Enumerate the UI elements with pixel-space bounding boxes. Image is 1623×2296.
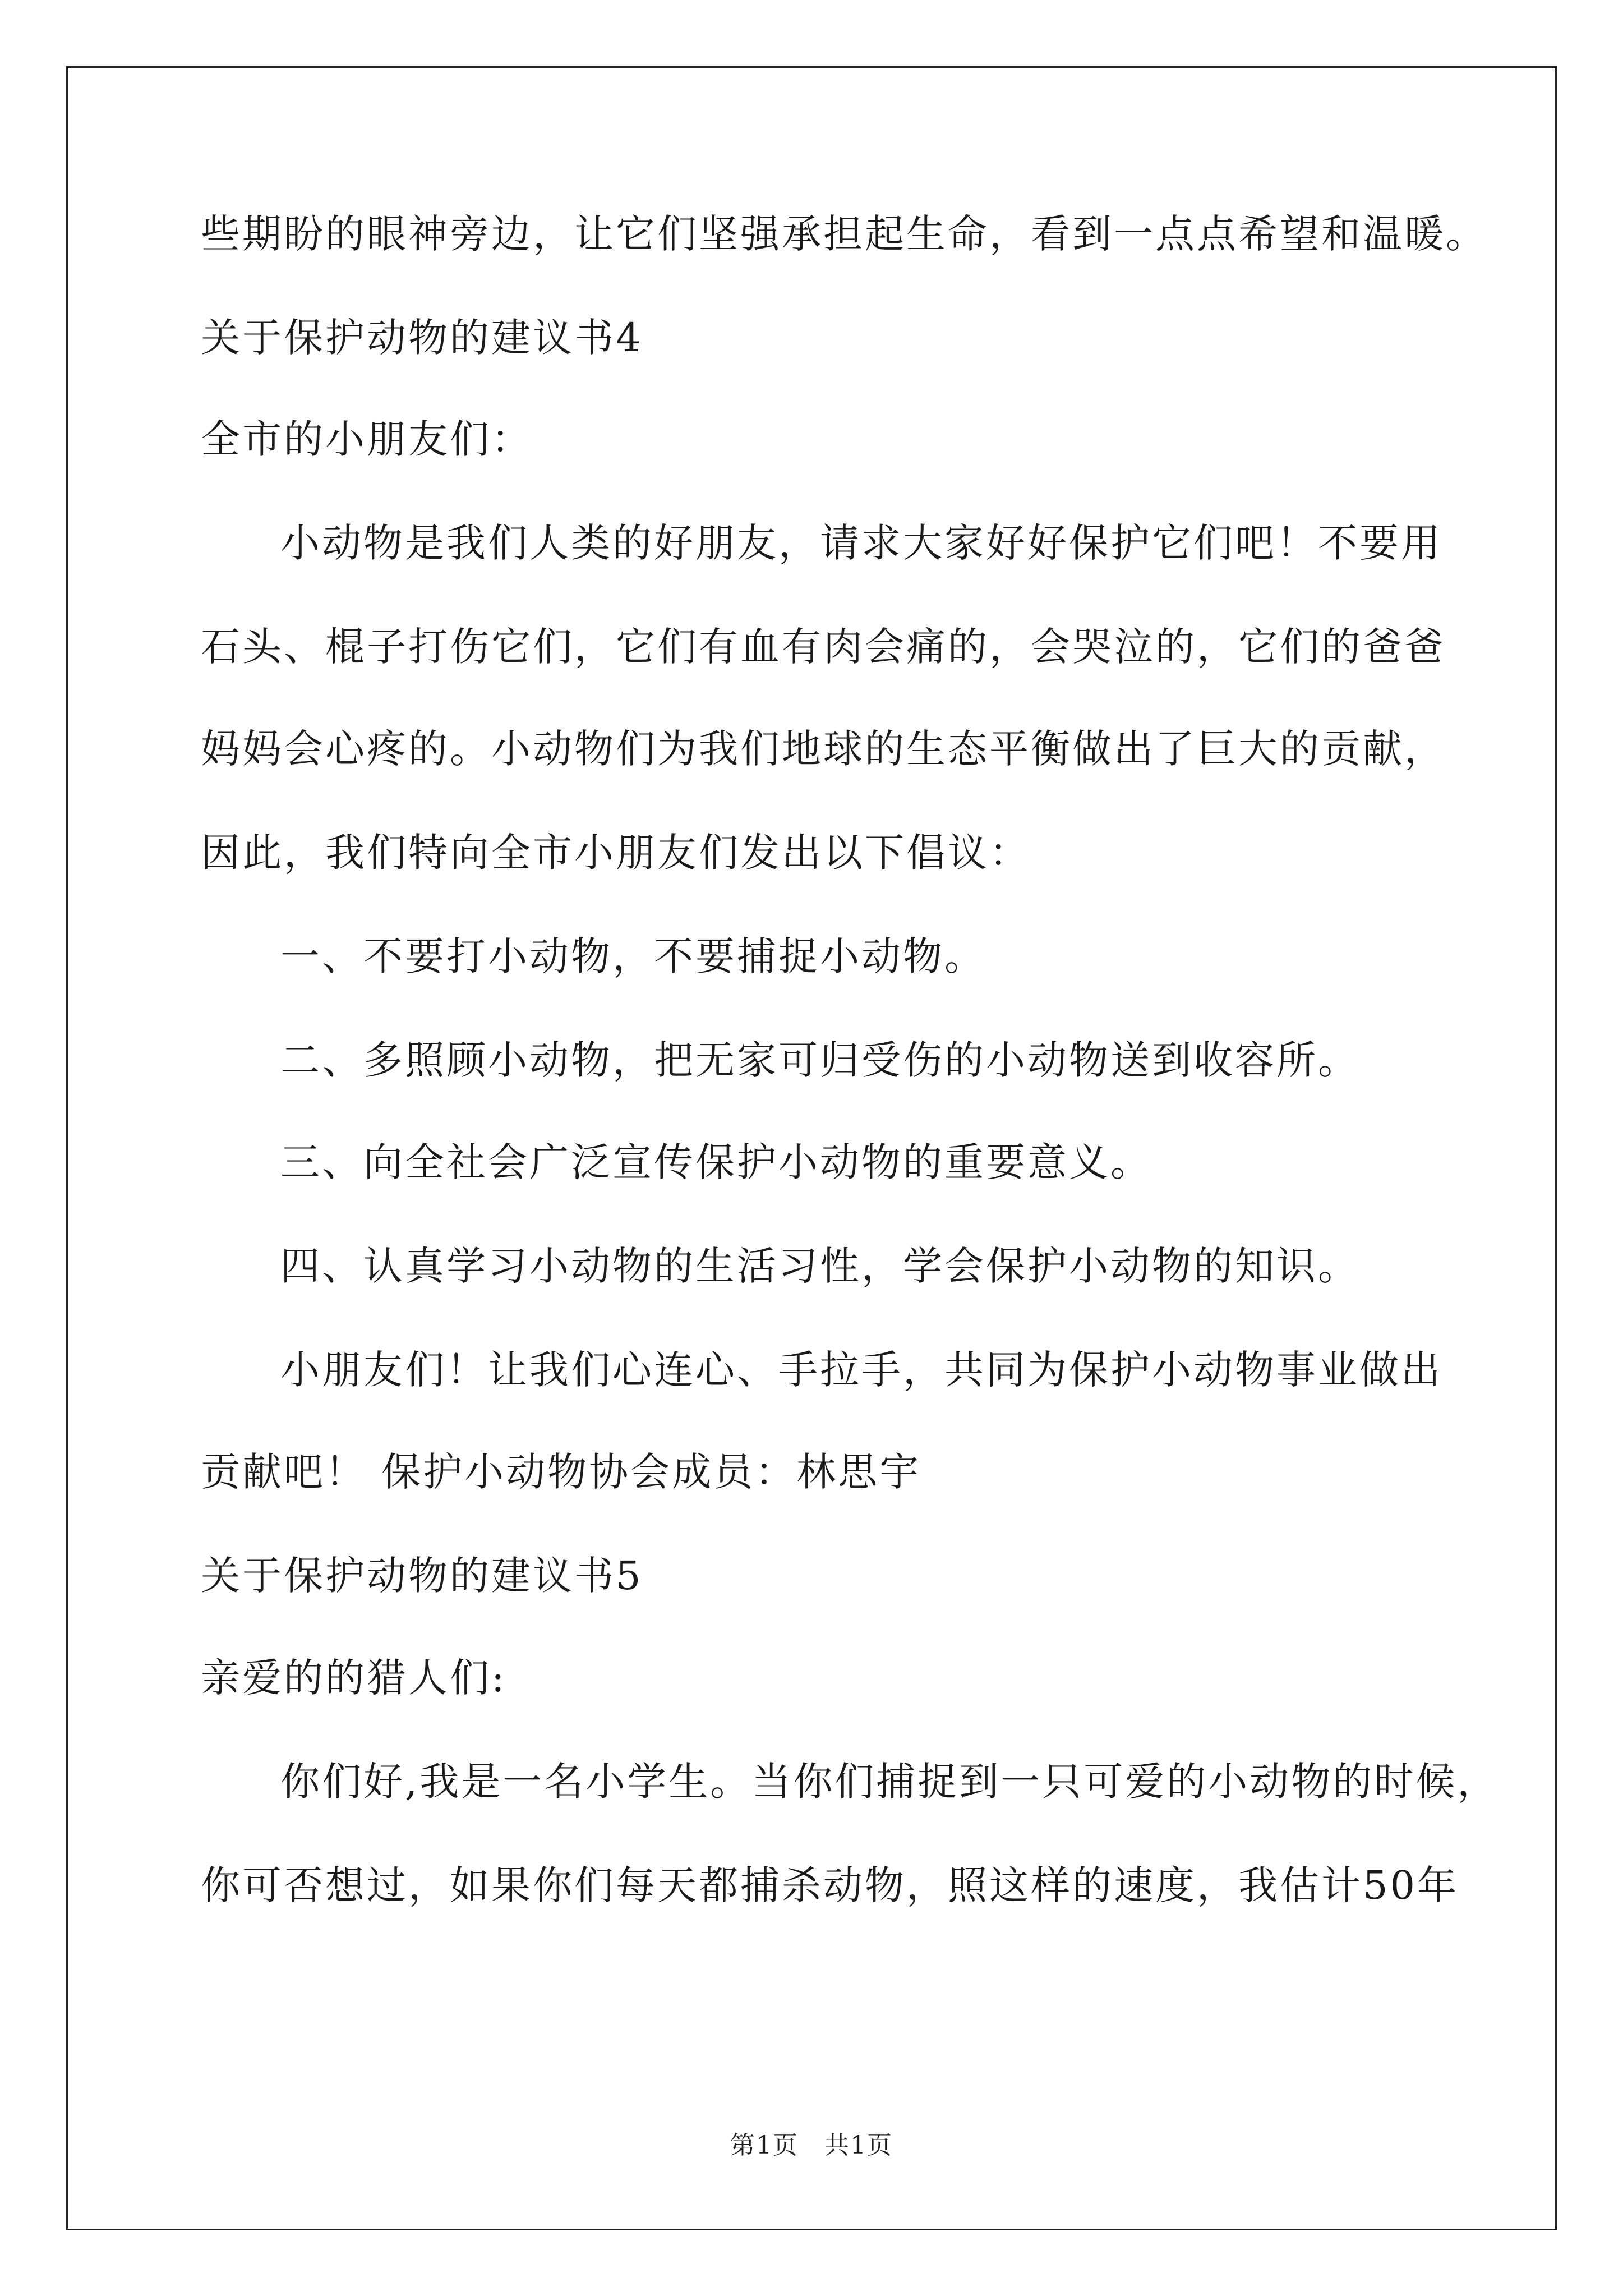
proposal-item-3: 三、向全社会广泛宣传保护小动物的重要意义。 <box>280 1139 1152 1185</box>
body-text-line-1: 些期盼的眼神旁边，让它们坚强承担起生命，看到一点点希望和温暖。 <box>201 211 1487 257</box>
body-text-line-5: 因此，我们特向全市小朋友们发出以下倡议： <box>201 830 1031 876</box>
body-text-line-2: 小动物是我们人类的好朋友，请求大家好好保护它们吧！不要用 <box>280 520 1442 566</box>
section-heading-5: 关于保护动物的建议书5 <box>201 1553 643 1599</box>
signature-line: 贡献吧！ 保护小动物协会成员：林思宇 <box>201 1449 921 1495</box>
body-text-line-8: 你可否想过，如果你们每天都捕杀动物，照这样的速度，我估计50年 <box>201 1862 1459 1908</box>
proposal-item-4: 四、认真学习小动物的生活习性，学会保护小动物的知识。 <box>280 1243 1359 1289</box>
body-text-line-4: 妈妈会心疼的。小动物们为我们地球的生态平衡做出了巨大的贡献， <box>201 726 1446 772</box>
body-text-line-7: 你们好,我是一名小学生。当你们捕捉到一只可爱的小动物的时候， <box>280 1759 1499 1805</box>
page-footer: 第1页 共1页 <box>730 2131 893 2160</box>
body-text-line-3: 石头、棍子打伤它们，它们有血有肉会痛的，会哭泣的，它们的爸爸 <box>201 624 1446 670</box>
section-heading-4: 关于保护动物的建议书4 <box>201 315 643 361</box>
salutation-5: 亲爱的的猎人们: <box>201 1655 507 1701</box>
proposal-item-2: 二、多照顾小动物，把无家可归受伤的小动物送到收容所。 <box>280 1037 1359 1083</box>
proposal-item-1: 一、不要打小动物，不要捕捉小动物。 <box>280 933 986 979</box>
salutation-4: 全市的小朋友们： <box>201 416 533 462</box>
body-text-line-6: 小朋友们！让我们心连心、手拉手，共同为保护小动物事业做出 <box>280 1347 1442 1393</box>
